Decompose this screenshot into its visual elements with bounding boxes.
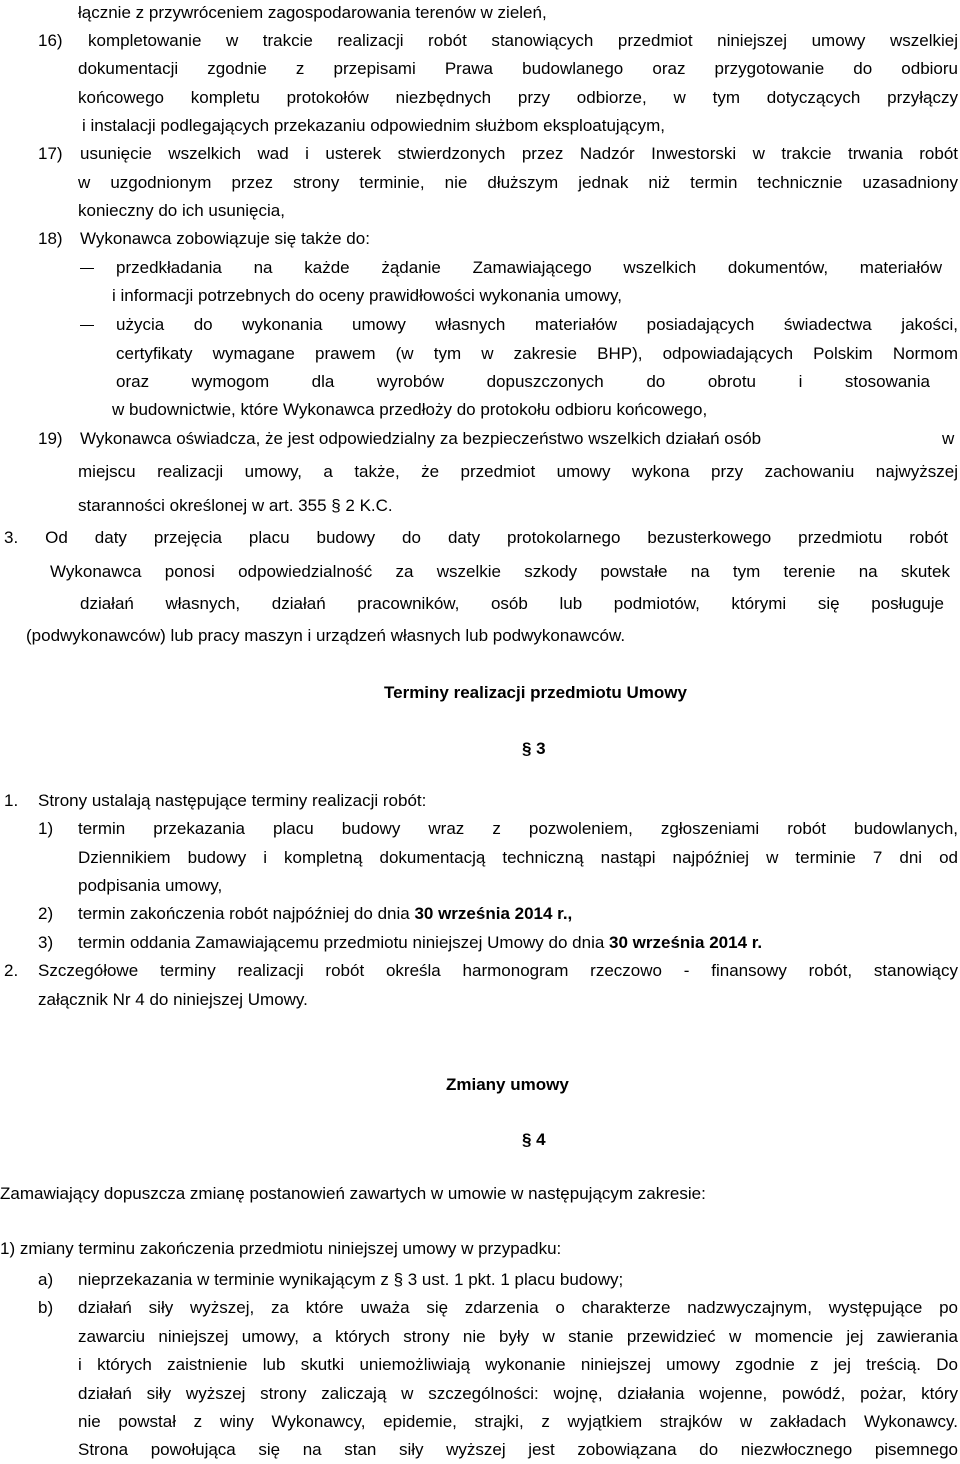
text-line: [78, 903, 572, 925]
text-line: i instalacji podlegających przekazaniu odpowiednim służbom eksploatującym,: [82, 116, 666, 135]
item-number: 2.: [4, 961, 19, 980]
text-line: dokumentacji zgodnie z przepisami Prawa budowlanego oraz przygotowanie do odbioru: [78, 59, 958, 78]
text-line: Wykonawca oświadcza, że jest odpowiedzialny za bezpieczeństwo wszelkich działań osób: [80, 429, 762, 448]
text-line: usunięcie wszelkich wad i usterek stwierdzonych przez Nadzór Inwestorski w trakcie trwania robót: [80, 144, 958, 163]
item-number: 3): [38, 933, 54, 952]
text-line: kompletowanie w trakcie realizacji robót stanowiących przedmiot niniejszej umowy wszelkiej: [88, 31, 958, 50]
item-number: 1): [38, 819, 54, 838]
text-line: i których zaistnienie lub skutki uniemożliwiają wykonanie niniejszej umowy zgodnie z jej treścią. Do: [78, 1355, 958, 1374]
item-number: 18): [38, 229, 63, 248]
text-line: w budownictwie, które Wykonawca przedłoży do protokołu odbioru końcowego,: [112, 400, 708, 419]
text-line: łącznie z przywróceniem zagospodarowania terenów w zieleń,: [78, 3, 547, 22]
section-heading: Zmiany umowy: [446, 1075, 569, 1094]
item-letter: a): [38, 1270, 54, 1289]
item-number: 16): [38, 31, 63, 50]
text-line: [78, 932, 762, 954]
text-line: użycia do wykonania umowy własnych materiałów posiadających świadectwa jakości,: [116, 315, 958, 334]
item-number: 1.: [4, 791, 19, 810]
text-line: i informacji potrzebnych do oceny prawidłowości wykonania umowy,: [112, 286, 622, 305]
text-line: termin przekazania placu budowy wraz z pozwoleniem, zgłoszeniami robót budowlanych,: [78, 819, 958, 838]
text-line: miejscu realizacji umowy, a także, że przedmiot umowy wykona przy zachowaniu najwyższej: [78, 462, 958, 481]
text-line: Strony ustalają następujące terminy realizacji robót:: [38, 791, 427, 810]
text-line: staranności określonej w art. 355 § 2 K.C.: [78, 496, 393, 515]
paragraph-line: Zamawiający dopuszcza zmianę postanowień zawartych w umowie w następującym zakresie:: [0, 1184, 706, 1203]
section-number: § 4: [522, 1130, 546, 1149]
item-number: 2): [38, 904, 54, 923]
deadline-date: 30 września 2014 r.: [609, 933, 763, 952]
text-line: Szczegółowe terminy realizacji robót określa harmonogram rzeczowo - finansowy robót, stanowiący: [38, 961, 958, 980]
text-segment: termin zakończenia robót najpóźniej do dnia: [78, 904, 410, 923]
paragraph-line: 3. Od daty przejęcia placu budowy do daty protokolarnego bezusterkowego przedmiotu robót: [4, 528, 948, 547]
item-number: 17): [38, 144, 63, 163]
text-line: zawarciu niniejszej umowy, a których strony nie były w stanie przewidzieć w momencie jej zawierania: [78, 1327, 958, 1346]
item-letter: b): [38, 1298, 54, 1317]
deadline-date: 30 września 2014 r.,: [414, 904, 573, 923]
text-segment: termin oddania Zamawiającemu przedmiotu niniejszej Umowy do dnia: [78, 933, 605, 952]
text-line: Dziennikiem budowy i kompletną dokumentacją techniczną nastąpi najpóźniej w terminie 7 dni od: [78, 848, 958, 867]
paragraph-line: 1) zmiany terminu zakończenia przedmiotu niniejszej umowy w przypadku:: [0, 1239, 562, 1258]
text-line: załącznik Nr 4 do niniejszej Umowy.: [38, 990, 308, 1009]
text-line: końcowego kompletu protokołów niezbędnych przy odbiorze, w tym dotyczących przyłączy: [78, 88, 958, 107]
text-line: działań siły wyższej, za które uważa się zdarzenia o charakterze nadzwyczajnym, występujące po: [78, 1298, 958, 1317]
text-line: podpisania umowy,: [78, 876, 223, 895]
section-number: § 3: [522, 739, 546, 758]
text-line: w: [942, 429, 955, 448]
text-line: w uzgodnionym przez strony terminie, nie dłuższym jednak niż termin technicznie uzasadniony: [78, 173, 958, 192]
text-line: Wykonawca zobowiązuje się także do:: [80, 229, 370, 248]
text-line: działań siły wyższej strony zaliczają w szczególności: wojnę, działania wojenne, powódź, pożar, który: [78, 1384, 958, 1403]
dash-bullet-icon: [80, 325, 94, 326]
paragraph-line: Wykonawca ponosi odpowiedzialność za wszelkie szkody powstałe na tym terenie na skutek: [50, 562, 950, 581]
text-line: nie powstał z winy Wykonawcy, epidemie, strajki, z wyjątkiem strajków w zakładach Wykonawcy.: [78, 1412, 958, 1431]
paragraph-line: działań własnych, działań pracowników, osób lub podmiotów, którymi się posługuje: [80, 594, 944, 613]
dash-bullet-icon: [80, 268, 94, 269]
paragraph-line: (podwykonawców) lub pracy maszyn i urządzeń własnych lub podwykonawców.: [26, 626, 626, 645]
section-heading: Terminy realizacji przedmiotu Umowy: [384, 683, 687, 702]
text-line: Strona powołująca się na stan siły wyższej jest zobowiązana do niezwłocznego pisemnego: [78, 1440, 958, 1459]
text-line: nieprzekazania w terminie wynikającym z § 3 ust. 1 pkt. 1 placu budowy;: [78, 1270, 624, 1289]
text-line: certyfikaty wymagane prawem (w tym w zakresie BHP), odpowiadających Polskim Normom: [116, 344, 958, 363]
text-line: przedkładania na każde żądanie Zamawiającego wszelkich dokumentów, materiałów: [116, 258, 942, 277]
text-line: konieczny do ich usunięcia,: [78, 201, 285, 220]
text-line: oraz wymogom dla wyrobów dopuszczonych do obrotu i stosowania: [116, 372, 930, 391]
item-number: 19): [38, 429, 63, 448]
